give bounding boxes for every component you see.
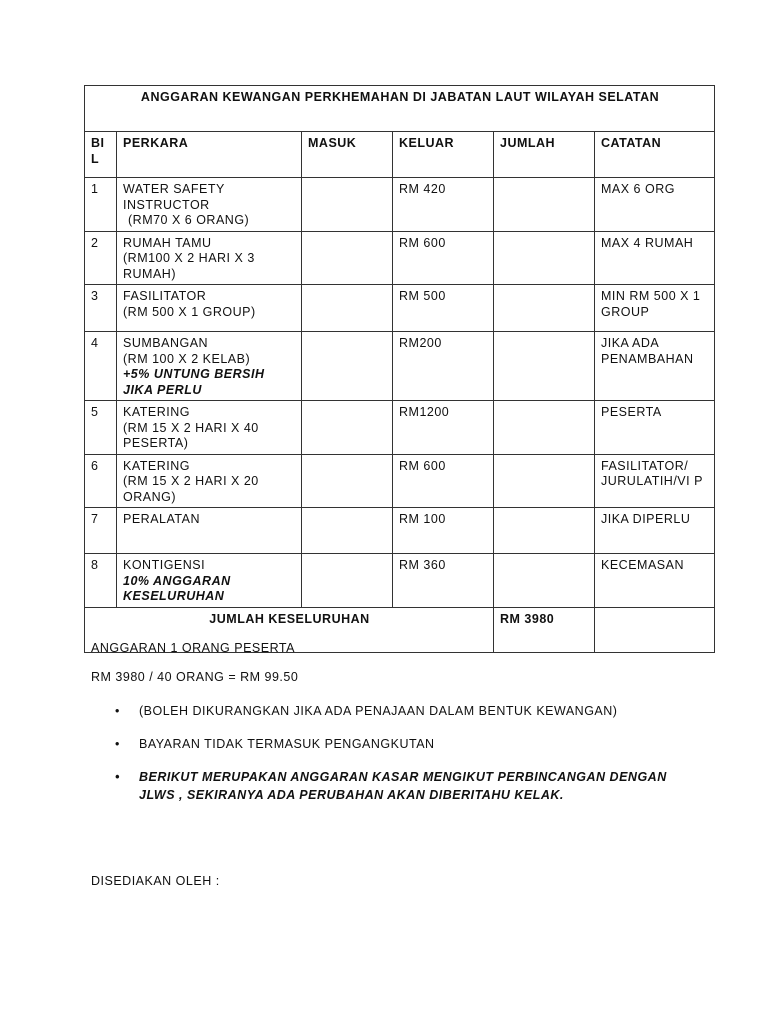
table-header-row	[85, 132, 715, 178]
table-title-row	[85, 86, 715, 132]
estimate-calculation: RM 3980 / 40 ORANG = RM 99.50	[91, 670, 299, 684]
cell-perkara	[117, 178, 302, 232]
cell-catatan: MIN RM 500 X 1 GROUP	[595, 285, 715, 332]
cell-jumlah	[494, 178, 595, 232]
item-name: KONTIGENSI	[123, 558, 206, 572]
item-name: PERALATAN	[123, 512, 200, 526]
cell-perkara	[117, 454, 302, 508]
total-catatan	[595, 607, 715, 652]
cell-keluar: RM 600	[393, 231, 494, 285]
header-perkara: PERKARA	[117, 132, 302, 178]
cell-keluar: RM 500	[393, 285, 494, 332]
item-name: WATER SAFETY INSTRUCTOR	[123, 182, 225, 212]
table-row	[85, 454, 715, 508]
cell-masuk	[302, 231, 393, 285]
table-row	[85, 401, 715, 455]
cell-perkara	[117, 332, 302, 401]
cell-keluar: RM1200	[393, 401, 494, 455]
note-text: BAYARAN TIDAK TERMASUK PENGANGKUTAN	[139, 737, 435, 751]
cell-masuk	[302, 332, 393, 401]
item-detail: (RM70 X 6 ORANG)	[128, 213, 250, 227]
cell-catatan: JIKA ADA PENAMBAHAN	[595, 332, 715, 401]
cell-masuk	[302, 178, 393, 232]
item-detail: (RM 500 X 1 GROUP)	[123, 304, 256, 319]
bullet-icon: •	[115, 737, 120, 751]
cell-masuk	[302, 285, 393, 332]
item-name: FASILITATOR	[123, 289, 207, 303]
cell-jumlah	[494, 454, 595, 508]
cell-catatan: PESERTA	[595, 401, 715, 455]
cell-jumlah	[494, 231, 595, 285]
cell-perkara	[117, 401, 302, 455]
cell-keluar: RM 600	[393, 454, 494, 508]
item-detail: (RM 15 X 2 HARI X 20 ORANG)	[123, 474, 259, 504]
cell-jumlah	[494, 401, 595, 455]
item-detail: (RM 100 X 2 KELAB)	[123, 351, 251, 366]
cell-perkara	[117, 508, 302, 554]
list-item	[115, 702, 695, 720]
cell-keluar: RM 100	[393, 508, 494, 554]
item-note: 10% ANGGARAN KESELURUHAN	[123, 573, 231, 603]
table-title: ANGGARAN KEWANGAN PERKHEMAHAN DI JABATAN LAUT WILAYAH SELATAN	[85, 86, 715, 132]
prepared-by: DISEDIAKAN OLEH :	[91, 874, 220, 888]
cell-catatan: MAX 4 RUMAH	[595, 231, 715, 285]
item-name: KATERING	[123, 405, 190, 419]
cell-bil: 6	[85, 454, 117, 508]
item-name: SUMBANGAN	[123, 336, 209, 350]
estimate-heading: ANGGARAN 1 ORANG PESERTA	[91, 641, 295, 655]
table-row	[85, 285, 715, 332]
cell-masuk	[302, 401, 393, 455]
cell-bil: 2	[85, 231, 117, 285]
item-detail: (RM 15 X 2 HARI X 40 PESERTA)	[123, 420, 259, 450]
cell-masuk	[302, 554, 393, 608]
table-row	[85, 554, 715, 608]
item-name: RUMAH TAMU	[123, 235, 212, 250]
header-catatan: CATATAN	[595, 132, 715, 178]
table-row	[85, 332, 715, 401]
cell-masuk	[302, 508, 393, 554]
cell-keluar: RM200	[393, 332, 494, 401]
cell-jumlah	[494, 554, 595, 608]
cell-catatan: JIKA DIPERLU	[595, 508, 715, 554]
table-row	[85, 508, 715, 554]
cell-jumlah	[494, 332, 595, 401]
cell-catatan: FASILITATOR/ JURULATIH/VI P	[595, 454, 715, 508]
header-jumlah: JUMLAH	[494, 132, 595, 178]
notes-list	[115, 702, 695, 804]
cell-masuk	[302, 454, 393, 508]
bullet-icon: •	[115, 770, 120, 784]
header-keluar: KELUAR	[393, 132, 494, 178]
note-text: BERIKUT MERUPAKAN ANGGARAN KASAR MENGIKUT PERBINCANGAN DENGAN JLWS , SEKIRANYA ADA PERUBAHAN AKAN DIBERITAHU KELAK.	[139, 770, 667, 802]
cell-bil: 8	[85, 554, 117, 608]
item-name: KATERING	[123, 458, 190, 473]
budget-table	[84, 85, 715, 653]
total-value: RM 3980	[494, 607, 595, 652]
header-masuk: MASUK	[302, 132, 393, 178]
total-label: JUMLAH KESELURUHAN	[85, 607, 494, 652]
list-item	[115, 768, 695, 804]
cell-bil: 3	[85, 285, 117, 332]
cell-jumlah	[494, 508, 595, 554]
cell-catatan: KECEMASAN	[595, 554, 715, 608]
cell-jumlah	[494, 285, 595, 332]
cell-catatan: MAX 6 ORG	[595, 178, 715, 232]
cell-bil: 5	[85, 401, 117, 455]
cell-bil: 1	[85, 178, 117, 232]
table-row	[85, 178, 715, 232]
cell-keluar: RM 360	[393, 554, 494, 608]
cell-bil: 7	[85, 508, 117, 554]
list-item	[115, 735, 695, 753]
cell-perkara	[117, 554, 302, 608]
header-bil: BI L	[85, 132, 117, 178]
bullet-icon: •	[115, 704, 120, 718]
item-note: +5% UNTUNG BERSIH JIKA PERLU	[123, 367, 265, 397]
table-row	[85, 231, 715, 285]
note-text: (BOLEH DIKURANGKAN JIKA ADA PENAJAAN DALAM BENTUK KEWANGAN)	[139, 704, 618, 718]
cell-perkara	[117, 231, 302, 285]
item-detail: (RM100 X 2 HARI X 3 RUMAH)	[123, 251, 255, 281]
cell-perkara	[117, 285, 302, 332]
cell-bil: 4	[85, 332, 117, 401]
cell-keluar: RM 420	[393, 178, 494, 232]
